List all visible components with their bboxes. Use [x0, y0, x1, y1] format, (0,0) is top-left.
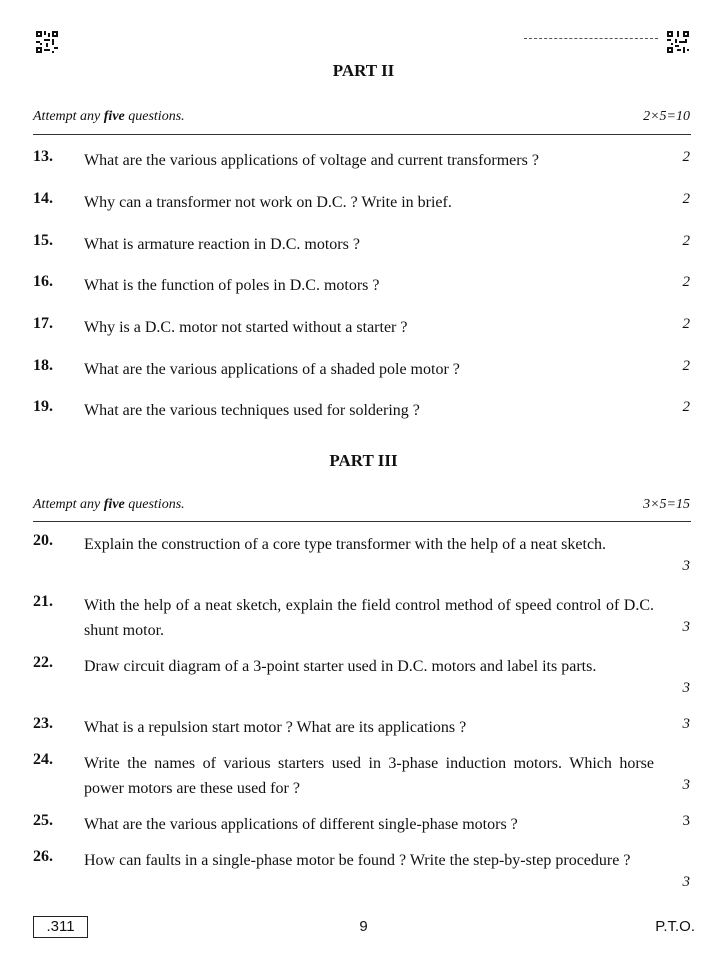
- header-rule: [524, 38, 658, 39]
- question-number: 20.: [33, 532, 53, 549]
- question-text: What are the various techniques used for soldering ?: [84, 402, 420, 419]
- question-marks: 2: [682, 358, 690, 374]
- question-number: 15.: [33, 232, 53, 249]
- question-text: Why can a transformer not work on D.C. ? Write in brief.: [84, 194, 452, 211]
- section-rule: [33, 134, 691, 135]
- question-item: [33, 715, 691, 755]
- question-text: What is armature reaction in D.C. motors ?: [84, 236, 360, 253]
- question-marks: 2: [682, 274, 690, 290]
- section-marks-total: 3×5=15: [643, 497, 690, 512]
- question-marks: 3: [682, 813, 690, 829]
- section-rule: [33, 521, 691, 522]
- question-marks: 3: [682, 874, 690, 890]
- question-number: 16.: [33, 273, 53, 290]
- question-number: 19.: [33, 398, 53, 415]
- question-item: [33, 148, 691, 188]
- question-item: [33, 593, 691, 645]
- question-text: What are the various applications of voltage and current transformers ?: [84, 152, 539, 169]
- question-number: 18.: [33, 357, 53, 374]
- question-text: What is the function of poles in D.C. motors ?: [84, 277, 380, 294]
- question-item: [33, 654, 691, 706]
- question-item: [33, 398, 691, 438]
- question-text: Explain the construction of a core type transformer with the help of a neat sketch.: [84, 536, 607, 553]
- question-item: [33, 273, 691, 313]
- section-instruction: Attempt any five questions.: [33, 497, 185, 512]
- question-item: [33, 357, 691, 397]
- section-instruction: Attempt any five questions.: [33, 109, 185, 124]
- question-item: [33, 315, 691, 355]
- question-marks: 2: [682, 316, 690, 332]
- question-item: [33, 848, 691, 900]
- question-marks: 2: [682, 191, 690, 207]
- question-number: 24.: [33, 751, 53, 768]
- question-number: 21.: [33, 593, 53, 610]
- question-text: Why is a D.C. motor not started without a starter ?: [84, 319, 408, 336]
- please-turn-over: P.T.O.: [655, 918, 695, 935]
- question-number: 14.: [33, 190, 53, 207]
- question-number: 23.: [33, 715, 53, 732]
- part-title: PART III: [329, 451, 398, 470]
- qr-code-icon: [36, 31, 58, 53]
- question-number: 22.: [33, 654, 53, 671]
- section-marks-total: 2×5=10: [643, 109, 690, 124]
- question-text: Write the names of various starters used in 3-phase induction motors. Which horse power motors are these used for ?: [84, 755, 654, 797]
- page-number: 9: [359, 918, 368, 935]
- question-marks: 3: [682, 558, 690, 574]
- question-item: [33, 532, 691, 584]
- question-number: 25.: [33, 812, 53, 829]
- question-text: Draw circuit diagram of a 3-point starter used in D.C. motors and label its parts.: [84, 658, 597, 675]
- question-marks: 2: [682, 233, 690, 249]
- qr-code-icon: [667, 31, 689, 53]
- question-number: 26.: [33, 848, 53, 865]
- question-text: With the help of a neat sketch, explain the field control method of speed control of D.C. shunt motor.: [84, 597, 654, 639]
- question-marks: 3: [682, 619, 690, 635]
- question-number: 17.: [33, 315, 53, 332]
- question-item: [33, 751, 691, 803]
- question-marks: 3: [682, 777, 690, 793]
- question-number: 13.: [33, 148, 53, 165]
- question-item: [33, 190, 691, 230]
- question-item: [33, 812, 691, 852]
- question-text: How can faults in a single-phase motor be found ? Write the step-by-step procedure ?: [84, 852, 631, 869]
- question-text: What are the various applications of different single-phase motors ?: [84, 816, 518, 833]
- question-text: What are the various applications of a shaded pole motor ?: [84, 361, 460, 378]
- paper-code-box: .311: [33, 916, 88, 938]
- part-title: PART II: [332, 61, 395, 80]
- question-marks: 2: [682, 399, 690, 415]
- question-text: What is a repulsion start motor ? What are its applications ?: [84, 719, 467, 736]
- question-marks: 2: [682, 149, 690, 165]
- question-marks: 3: [682, 716, 690, 732]
- question-item: [33, 232, 691, 272]
- question-marks: 3: [682, 680, 690, 696]
